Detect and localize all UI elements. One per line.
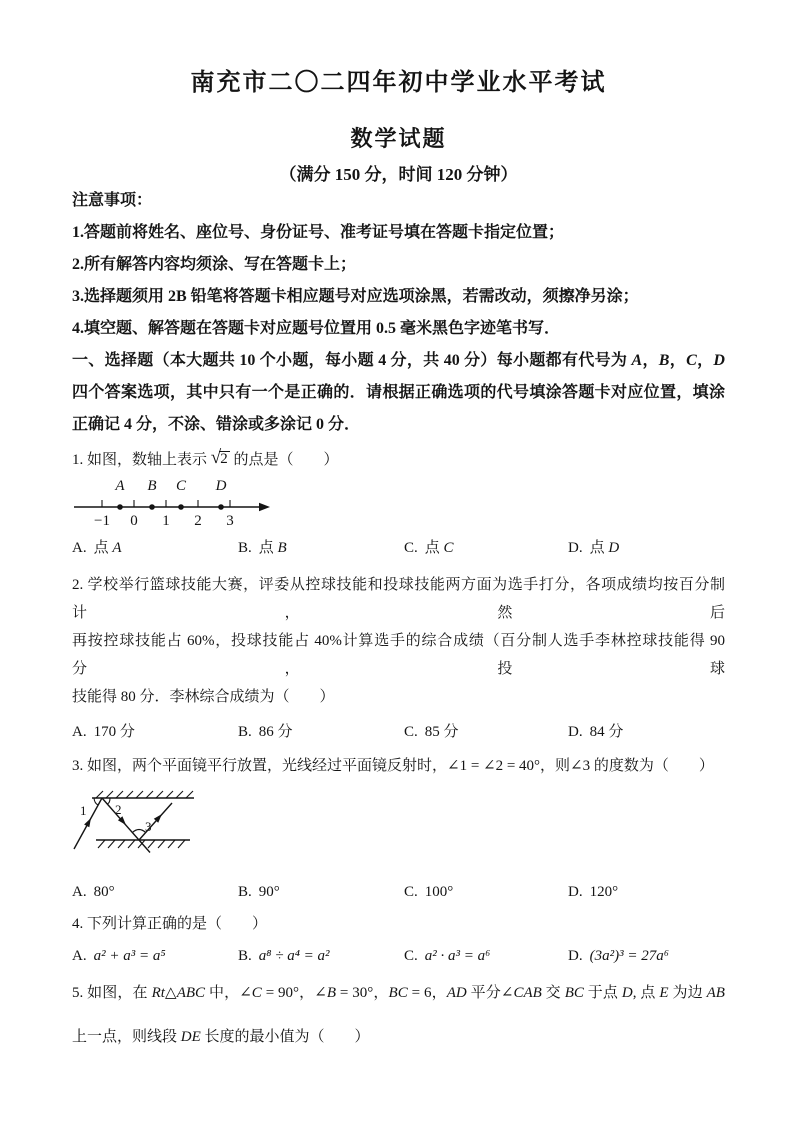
mirror-reflection-figure	[72, 783, 302, 875]
notices-heading: 注意事项：	[72, 192, 153, 209]
question-2	[72, 571, 725, 743]
number-line-points	[114, 478, 226, 510]
question-3-options	[72, 881, 725, 903]
notice-item-4: 4.填空题、解答题在答题卡对应题号位置用 0.5 毫米黑色字迹笔书写．	[72, 320, 561, 337]
point-label: C	[175, 478, 187, 494]
tick-label: −1	[94, 513, 110, 529]
option-d: D. 84 分	[568, 724, 624, 740]
tick-label: 2	[194, 513, 202, 529]
question-4	[72, 911, 725, 969]
question-1-stem: 1. 如图，数轴上表示 √2 的点是（ ）	[72, 447, 339, 468]
angle-label-3: 3	[145, 819, 152, 834]
option-b: B. 86 分	[238, 724, 293, 740]
option-a: A. a² + a³ = a⁵	[72, 948, 166, 964]
option-d: D. 120°	[568, 884, 619, 900]
notice-item-1: 1.答题前将姓名、座位号、身份证号、准考证号填在答题卡指定位置；	[72, 224, 565, 241]
light-rays	[74, 798, 172, 853]
option-b: B. 90°	[238, 884, 280, 900]
number-line-tick-labels	[94, 513, 234, 529]
question-5	[72, 971, 725, 1059]
number-line-figure	[74, 477, 274, 529]
question-4-stem: 4. 下列计算正确的是（ ）	[72, 916, 268, 932]
option-c: C. 100°	[404, 884, 454, 900]
top-mirror	[92, 791, 194, 798]
question-1	[72, 445, 725, 559]
question-1-options	[72, 537, 725, 559]
option-b: B. a⁸ ÷ a⁴ = a²	[238, 948, 330, 964]
tick-label: 3	[226, 513, 234, 529]
point-label: B	[147, 478, 157, 494]
option-a: A. 80°	[72, 884, 115, 900]
page-title: 南充市二〇二四年初中学业水平考试	[190, 70, 607, 96]
option-c: C. 85 分	[404, 724, 459, 740]
question-2-options	[72, 721, 725, 743]
angle-label-2: 2	[115, 802, 122, 817]
tick-label: 0	[130, 513, 138, 529]
section-one-header: 一、选择题（本大题共 10 个小题，每小题 4 分，共 40 分）每小题都有代号为 A，B，C，D 四个答案选项，其中只有一个是正确的．请根据正确选项的代号填涂答题卡对应位置，填涂 正确记 4 分，不涂、错涂或多涂记 0 分．	[72, 352, 725, 433]
angle-marks	[80, 798, 152, 834]
tick-label: 1	[162, 513, 170, 529]
option-d: D. (3a²)³ = 27a⁶	[568, 948, 669, 964]
option-a: A. 点 A	[72, 540, 122, 556]
option-b: B. 点 B	[238, 540, 287, 556]
page-subtitle: 数学试题	[350, 126, 447, 151]
point-label: A	[115, 478, 125, 494]
exam-meta: （满分 150 分，时间 120 分钟）	[279, 165, 518, 184]
option-c: C. a² · a³ = a⁶	[404, 948, 491, 964]
option-c: C. 点 C	[404, 540, 454, 556]
option-d: D. 点 D	[568, 540, 620, 556]
option-a: A. 170 分	[72, 724, 135, 740]
angle-label-1: 1	[80, 803, 87, 818]
question-4-options	[72, 943, 725, 969]
question-3	[72, 753, 725, 903]
question-3-stem: 3. 如图，两个平面镜平行放置，光线经过平面镜反射时，∠1 = ∠2 = 40°，则∠3 的度数为（ ）	[72, 758, 714, 774]
point-label: D	[215, 478, 227, 494]
question-5-stem: 5. 如图，在 Rt△ABC 中，∠C = 90°，∠B = 30°，BC = 6，AD 平分∠CAB 交 BC 于点 D, 点 E 为边 AB 上一点，则线段 DE 长度的最小值为（ ）	[72, 985, 725, 1045]
notice-item-3: 3.选择题须用 2B 铅笔将答题卡相应题号对应选项涂黑，若需改动，须擦净另涂；	[72, 288, 639, 305]
notice-item-2: 2.所有解答内容均须涂、写在答题卡上；	[72, 256, 357, 273]
question-2-stem: 2. 学校举行篮球技能大赛，评委从控球技能和投球技能两方面为选手打分，各项成绩均按百分制计，然后 再按控球技能占 60%，投球技能占 40%计算选手的综合成绩（百分制人选手李林控球技能得 90 分，投球 技能得 80 分．李林综合成绩为（ ）	[72, 577, 725, 705]
number-line-axis	[74, 500, 270, 511]
notices	[72, 185, 725, 345]
